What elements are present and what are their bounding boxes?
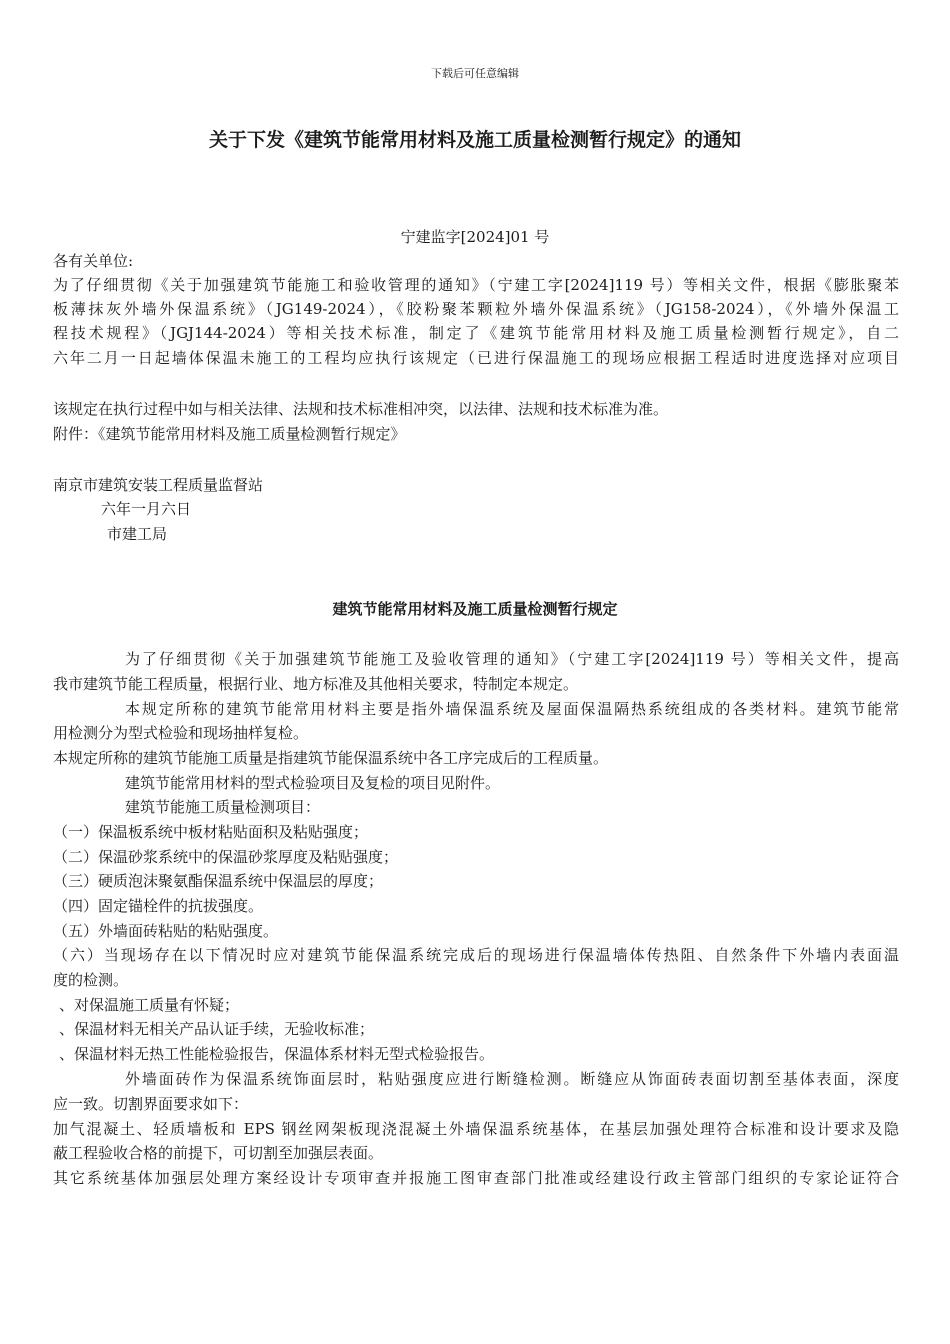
regulation-line: 建筑节能施工质量检测项目： bbox=[125, 798, 321, 816]
regulation-line: 外墙面砖作为保温系统饰面层时，粘贴强度应进行断缝检测。断缝应从饰面砖表面切割至基体表面，深度 bbox=[125, 1070, 899, 1088]
list-item: （三）硬质泡沫聚氨酯保温系统中保温层的厚度； bbox=[53, 872, 384, 890]
issuer-name: 南京市建筑安装工程质量监督站 bbox=[53, 476, 264, 494]
list-item: （六）当现场存在以下情况时应对建筑节能保温系统完成后的现场进行保温墙体传热阻、自然条件下外墙内表面温 bbox=[53, 946, 899, 964]
regulation-line: 用检测分为型式检验和现场抽样复检。 bbox=[53, 724, 309, 742]
bureau-name: 市建工局 bbox=[107, 525, 168, 543]
salutation: 各有关单位: bbox=[53, 252, 134, 270]
header-note: 下载后可任意编辑 bbox=[431, 67, 519, 80]
regulation-line: 本规定所称的建筑节能常用材料主要是指外墙保温系统及屋面保温隔热系统组成的各类材料。建筑节能常 bbox=[125, 700, 899, 718]
notice-body-line: 程技术规程》（JGJ144-2024）等相关技术标准，制定了《建筑节能常用材料及施工质量检测暂行规定》，自二 bbox=[53, 324, 899, 342]
notice-body-line: 为了仔细贯彻《关于加强建筑节能施工和验收管理的通知》（宁建工字[2024]119 号）等相关文件，根据《膨胀聚苯 bbox=[53, 276, 899, 294]
regulation-line: 本规定所称的建筑节能施工质量是指建筑节能保温系统中各工序完成后的工程质量。 bbox=[53, 749, 609, 767]
notice-body-line: 板薄抹灰外墙外保温系统》（JG149-2024），《胶粉聚苯颗粒外墙外保温系统》（JG158-2024），《外墙外保温工 bbox=[53, 300, 899, 318]
list-item: 、保温材料无相关产品认证手续，无验收标准； bbox=[59, 1020, 375, 1038]
regulation-line: 应一致。切割界面要求如下： bbox=[53, 1095, 249, 1113]
regulation-line: 蔽工程验收合格的前提下，可切割至加强层表面。 bbox=[53, 1144, 384, 1162]
page-title: 关于下发《建筑节能常用材料及施工质量检测暂行规定》的通知 bbox=[208, 129, 741, 151]
regulation-line: 度的检测。 bbox=[53, 971, 129, 989]
list-item: （一）保温板系统中板材粘贴面积及粘贴强度； bbox=[53, 823, 369, 841]
document-number: 宁建监字[2024]01 号 bbox=[400, 228, 550, 246]
issue-date: 六年一月六日 bbox=[101, 500, 192, 518]
notice-body-line: 六年二月一日起墙体保温未施工的工程均应执行该规定（已进行保温施工的现场应根据工程适时进度选择对应项目 bbox=[53, 349, 899, 367]
regulation-line: 加气混凝土、轻质墙板和 EPS 钢丝网架板现浇混凝土外墙保温系统基体，在基层加强处理符合标准和设计要求及隐 bbox=[53, 1120, 899, 1138]
list-item: （四）固定锚栓件的抗拔强度。 bbox=[53, 897, 264, 915]
regulation-line: 其它系统基体加强层处理方案经设计专项审查并报施工图审查部门批准或经建设行政主管部门组织的专家论证符合 bbox=[53, 1169, 899, 1187]
list-item: 、保温材料无热工性能检验报告，保温体系材料无型式检验报告。 bbox=[59, 1045, 495, 1063]
list-item: 、对保温施工质量有怀疑； bbox=[59, 996, 240, 1014]
attachment-line: 附件：《建筑节能常用材料及施工质量检测暂行规定》 bbox=[53, 425, 406, 443]
regulation-line: 建筑节能常用材料的型式检验项目及复检的项目见附件。 bbox=[125, 774, 501, 792]
conflict-clause: 该规定在执行过程中如与相关法律、法规和技术标准相冲突，以法律、法规和技术标准为准。 bbox=[53, 400, 669, 418]
regulation-title: 建筑节能常用材料及施工质量检测暂行规定 bbox=[332, 600, 618, 618]
list-item: （二）保温砂浆系统中的保温砂浆厚度及粘贴强度； bbox=[53, 848, 399, 866]
list-item: （五）外墙面砖粘贴的粘贴强度。 bbox=[53, 922, 279, 940]
regulation-line: 为了仔细贯彻《关于加强建筑节能施工及验收管理的通知》（宁建工字[2024]119 号）等相关文件，提高 bbox=[125, 650, 899, 668]
regulation-line: 我市建筑节能工程质量，根据行业、地方标准及其他相关要求，特制定本规定。 bbox=[53, 675, 579, 693]
